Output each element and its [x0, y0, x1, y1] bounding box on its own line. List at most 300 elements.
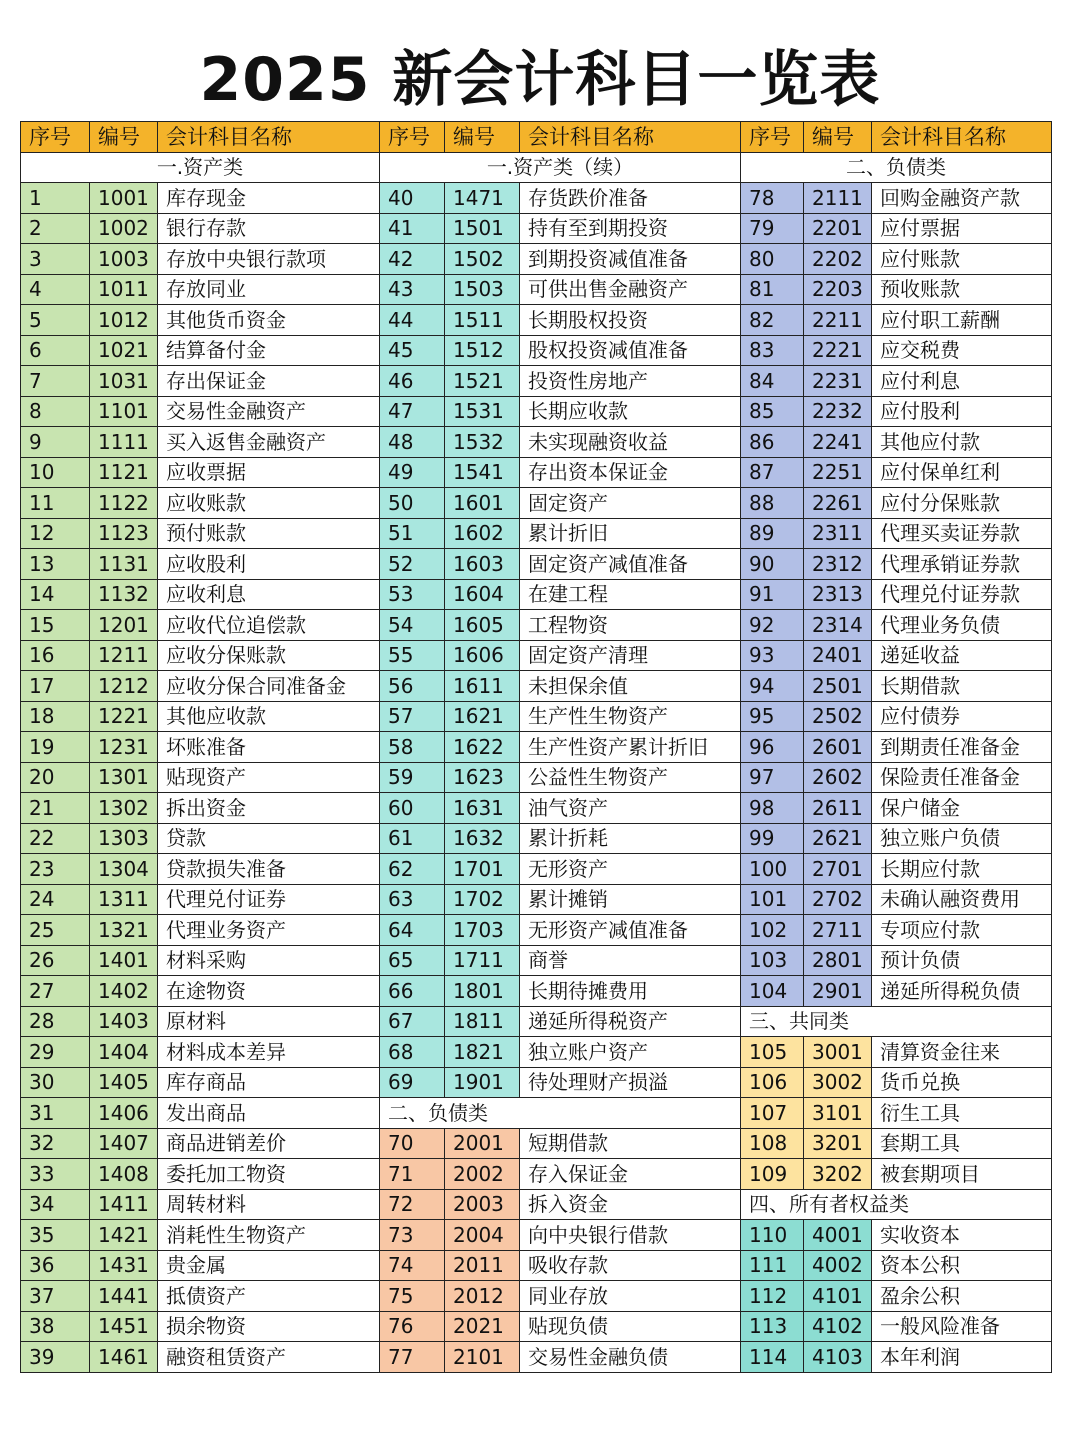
- row-code: 2101: [445, 1342, 520, 1373]
- row-code: 1441: [90, 1281, 158, 1312]
- row-name: 递延收益: [872, 640, 1052, 671]
- table-row: [21, 945, 1052, 976]
- row-seq: 86: [741, 427, 804, 458]
- row-name: 交易性金融负债: [520, 1342, 741, 1373]
- row-seq: 82: [741, 305, 804, 336]
- row-code: 2221: [804, 335, 872, 366]
- row-name: 贴现资产: [158, 762, 380, 793]
- row-name: 库存商品: [158, 1067, 380, 1098]
- row-seq: 32: [21, 1128, 90, 1159]
- row-seq: 59: [380, 762, 445, 793]
- row-code: 1021: [90, 335, 158, 366]
- row-code: 2313: [804, 579, 872, 610]
- row-name: 消耗性生物资产: [158, 1220, 380, 1251]
- table-row: [21, 1250, 1052, 1281]
- row-seq: 83: [741, 335, 804, 366]
- row-code: 1431: [90, 1250, 158, 1281]
- row-code: 2111: [804, 183, 872, 214]
- row-code: 1302: [90, 793, 158, 824]
- row-code: 2314: [804, 610, 872, 641]
- table-row: [21, 244, 1052, 275]
- row-name: 周转材料: [158, 1189, 380, 1220]
- table-row: [21, 457, 1052, 488]
- row-seq: 67: [380, 1006, 445, 1037]
- row-code: 1623: [445, 762, 520, 793]
- row-code: 3002: [804, 1067, 872, 1098]
- row-name: 应收股利: [158, 549, 380, 580]
- row-seq: 26: [21, 945, 90, 976]
- row-name: 库存现金: [158, 183, 380, 214]
- row-name: 代理买卖证券款: [872, 518, 1052, 549]
- row-code: 1605: [445, 610, 520, 641]
- row-code: 2012: [445, 1281, 520, 1312]
- row-name: 原材料: [158, 1006, 380, 1037]
- row-seq: 98: [741, 793, 804, 824]
- row-name: 本年利润: [872, 1342, 1052, 1373]
- row-name: 其他应收款: [158, 701, 380, 732]
- row-name: 衍生工具: [872, 1098, 1052, 1129]
- row-name: 待处理财产损溢: [520, 1067, 741, 1098]
- row-name: 抵债资产: [158, 1281, 380, 1312]
- row-seq: 90: [741, 549, 804, 580]
- row-code: 2211: [804, 305, 872, 336]
- row-name: 专项应付款: [872, 915, 1052, 946]
- row-code: 1451: [90, 1311, 158, 1342]
- row-code: 1511: [445, 305, 520, 336]
- row-code: 1501: [445, 213, 520, 244]
- row-name: 实收资本: [872, 1220, 1052, 1251]
- row-code: 1401: [90, 945, 158, 976]
- row-seq: 40: [380, 183, 445, 214]
- row-code: 4103: [804, 1342, 872, 1373]
- row-seq: 52: [380, 549, 445, 580]
- row-seq: 70: [380, 1128, 445, 1159]
- header-code: 编号: [445, 122, 520, 153]
- row-seq: 35: [21, 1220, 90, 1251]
- row-name: 吸收存款: [520, 1250, 741, 1281]
- row-seq: 99: [741, 823, 804, 854]
- row-name: 累计折旧: [520, 518, 741, 549]
- row-name: 长期应收款: [520, 396, 741, 427]
- row-code: 1421: [90, 1220, 158, 1251]
- row-name: 未确认融资费用: [872, 884, 1052, 915]
- row-seq: 37: [21, 1281, 90, 1312]
- row-name: 拆入资金: [520, 1189, 741, 1220]
- table-row: [21, 1281, 1052, 1312]
- row-code: 1702: [445, 884, 520, 915]
- row-code: 2002: [445, 1159, 520, 1190]
- row-name: 股权投资减值准备: [520, 335, 741, 366]
- row-seq: 114: [741, 1342, 804, 1373]
- row-code: 1711: [445, 945, 520, 976]
- row-name: 拆出资金: [158, 793, 380, 824]
- row-seq: 102: [741, 915, 804, 946]
- row-name: 发出商品: [158, 1098, 380, 1129]
- section-heading: 四、所有者权益类: [741, 1189, 1052, 1220]
- row-code: 1901: [445, 1067, 520, 1098]
- row-code: 3001: [804, 1037, 872, 1068]
- row-seq: 100: [741, 854, 804, 885]
- row-code: 1303: [90, 823, 158, 854]
- row-name: 贷款损失准备: [158, 854, 380, 885]
- row-name: 公益性生物资产: [520, 762, 741, 793]
- row-seq: 51: [380, 518, 445, 549]
- row-code: 1411: [90, 1189, 158, 1220]
- row-seq: 48: [380, 427, 445, 458]
- row-code: 1231: [90, 732, 158, 763]
- row-seq: 62: [380, 854, 445, 885]
- row-code: 1405: [90, 1067, 158, 1098]
- table-row: [21, 427, 1052, 458]
- row-code: 1512: [445, 335, 520, 366]
- row-seq: 27: [21, 976, 90, 1007]
- row-code: 2611: [804, 793, 872, 824]
- row-name: 材料成本差异: [158, 1037, 380, 1068]
- row-seq: 69: [380, 1067, 445, 1098]
- row-code: 1211: [90, 640, 158, 671]
- row-seq: 97: [741, 762, 804, 793]
- row-seq: 46: [380, 366, 445, 397]
- row-seq: 108: [741, 1128, 804, 1159]
- row-seq: 8: [21, 396, 90, 427]
- row-code: 1122: [90, 488, 158, 519]
- header-name: 会计科目名称: [520, 122, 741, 153]
- table-row: [21, 1098, 1052, 1129]
- row-code: 1701: [445, 854, 520, 885]
- row-name: 坏账准备: [158, 732, 380, 763]
- row-seq: 112: [741, 1281, 804, 1312]
- table-row: [21, 305, 1052, 336]
- table-row: [21, 579, 1052, 610]
- row-name: 累计摊销: [520, 884, 741, 915]
- row-code: 1471: [445, 183, 520, 214]
- table-row: [21, 671, 1052, 702]
- row-code: 1123: [90, 518, 158, 549]
- row-name: 递延所得税资产: [520, 1006, 741, 1037]
- row-code: 1201: [90, 610, 158, 641]
- row-name: 清算资金往来: [872, 1037, 1052, 1068]
- row-seq: 2: [21, 213, 90, 244]
- row-seq: 19: [21, 732, 90, 763]
- table-row: [21, 732, 1052, 763]
- table-row: [21, 1220, 1052, 1251]
- row-name: 存入保证金: [520, 1159, 741, 1190]
- row-seq: 30: [21, 1067, 90, 1098]
- table-row: [21, 1342, 1052, 1373]
- row-code: 2401: [804, 640, 872, 671]
- row-code: 3201: [804, 1128, 872, 1159]
- row-seq: 53: [380, 579, 445, 610]
- row-seq: 68: [380, 1037, 445, 1068]
- row-code: 2261: [804, 488, 872, 519]
- row-name: 其他应付款: [872, 427, 1052, 458]
- row-name: 融资租赁资产: [158, 1342, 380, 1373]
- row-seq: 22: [21, 823, 90, 854]
- row-name: 到期责任准备金: [872, 732, 1052, 763]
- row-name: 代理业务资产: [158, 915, 380, 946]
- row-code: 1604: [445, 579, 520, 610]
- row-code: 1461: [90, 1342, 158, 1373]
- row-code: 1801: [445, 976, 520, 1007]
- row-name: 回购金融资产款: [872, 183, 1052, 214]
- row-name: 应收代位追偿款: [158, 610, 380, 641]
- table-row: [21, 152, 1052, 183]
- row-name: 商品进销差价: [158, 1128, 380, 1159]
- row-name: 应付票据: [872, 213, 1052, 244]
- table-row: [21, 884, 1052, 915]
- row-name: 到期投资减值准备: [520, 244, 741, 275]
- table-row: [21, 183, 1052, 214]
- row-seq: 71: [380, 1159, 445, 1190]
- row-name: 固定资产: [520, 488, 741, 519]
- row-code: 1632: [445, 823, 520, 854]
- row-seq: 92: [741, 610, 804, 641]
- row-name: 应收账款: [158, 488, 380, 519]
- row-code: 2241: [804, 427, 872, 458]
- row-code: 1603: [445, 549, 520, 580]
- row-seq: 74: [380, 1250, 445, 1281]
- row-name: 累计折耗: [520, 823, 741, 854]
- row-name: 代理兑付证券: [158, 884, 380, 915]
- row-code: 4002: [804, 1250, 872, 1281]
- row-seq: 72: [380, 1189, 445, 1220]
- row-code: 1121: [90, 457, 158, 488]
- row-code: 1521: [445, 366, 520, 397]
- row-seq: 103: [741, 945, 804, 976]
- row-seq: 36: [21, 1250, 90, 1281]
- row-name: 保险责任准备金: [872, 762, 1052, 793]
- row-code: 1621: [445, 701, 520, 732]
- row-name: 未实现融资收益: [520, 427, 741, 458]
- row-name: 应收利息: [158, 579, 380, 610]
- table-row: [21, 915, 1052, 946]
- row-seq: 107: [741, 1098, 804, 1129]
- table-row: [21, 854, 1052, 885]
- table-row: [21, 213, 1052, 244]
- table-row: [21, 823, 1052, 854]
- table-row: [21, 1037, 1052, 1068]
- row-seq: 64: [380, 915, 445, 946]
- row-name: 商誉: [520, 945, 741, 976]
- table-row: [21, 488, 1052, 519]
- row-code: 2711: [804, 915, 872, 946]
- header-seq: 序号: [380, 122, 445, 153]
- row-seq: 66: [380, 976, 445, 1007]
- row-code: 1622: [445, 732, 520, 763]
- row-seq: 6: [21, 335, 90, 366]
- row-code: 2702: [804, 884, 872, 915]
- row-name: 同业存放: [520, 1281, 741, 1312]
- row-seq: 88: [741, 488, 804, 519]
- row-code: 3101: [804, 1098, 872, 1129]
- row-code: 2621: [804, 823, 872, 854]
- row-seq: 61: [380, 823, 445, 854]
- section-heading: 三、共同类: [741, 1006, 1052, 1037]
- table-row: [21, 518, 1052, 549]
- row-name: 固定资产清理: [520, 640, 741, 671]
- row-name: 投资性房地产: [520, 366, 741, 397]
- row-code: 2231: [804, 366, 872, 397]
- row-name: 固定资产减值准备: [520, 549, 741, 580]
- section-heading: 一.资产类（续）: [380, 152, 741, 183]
- row-seq: 7: [21, 366, 90, 397]
- row-name: 工程物资: [520, 610, 741, 641]
- row-name: 结算备付金: [158, 335, 380, 366]
- row-seq: 50: [380, 488, 445, 519]
- table-row: [21, 396, 1052, 427]
- row-code: 1406: [90, 1098, 158, 1129]
- row-name: 应付账款: [872, 244, 1052, 275]
- table-row: [21, 793, 1052, 824]
- row-name: 存出保证金: [158, 366, 380, 397]
- header-name: 会计科目名称: [872, 122, 1052, 153]
- row-code: 2011: [445, 1250, 520, 1281]
- header-code: 编号: [90, 122, 158, 153]
- row-name: 独立账户资产: [520, 1037, 741, 1068]
- row-name: 无形资产: [520, 854, 741, 885]
- row-seq: 31: [21, 1098, 90, 1129]
- row-seq: 95: [741, 701, 804, 732]
- row-seq: 57: [380, 701, 445, 732]
- header-name: 会计科目名称: [158, 122, 380, 153]
- row-seq: 106: [741, 1067, 804, 1098]
- row-name: 应付职工薪酬: [872, 305, 1052, 336]
- row-name: 持有至到期投资: [520, 213, 741, 244]
- row-seq: 44: [380, 305, 445, 336]
- row-name: 存放中央银行款项: [158, 244, 380, 275]
- row-code: 2232: [804, 396, 872, 427]
- row-name: 生产性生物资产: [520, 701, 741, 732]
- row-seq: 78: [741, 183, 804, 214]
- row-seq: 1: [21, 183, 90, 214]
- table-row: [21, 366, 1052, 397]
- row-code: 1407: [90, 1128, 158, 1159]
- row-name: 代理兑付证券款: [872, 579, 1052, 610]
- row-code: 1311: [90, 884, 158, 915]
- row-code: 2901: [804, 976, 872, 1007]
- section-heading: 二、负债类: [741, 152, 1052, 183]
- row-name: 应付分保账款: [872, 488, 1052, 519]
- row-name: 存出资本保证金: [520, 457, 741, 488]
- row-seq: 25: [21, 915, 90, 946]
- row-seq: 87: [741, 457, 804, 488]
- row-name: 存放同业: [158, 274, 380, 305]
- row-name: 代理承销证券款: [872, 549, 1052, 580]
- row-code: 2602: [804, 762, 872, 793]
- row-code: 1811: [445, 1006, 520, 1037]
- row-name: 应收分保合同准备金: [158, 671, 380, 702]
- row-name: 油气资产: [520, 793, 741, 824]
- row-code: 1301: [90, 762, 158, 793]
- row-name: 预计负债: [872, 945, 1052, 976]
- row-seq: 55: [380, 640, 445, 671]
- account-table: [20, 121, 1052, 1373]
- row-seq: 109: [741, 1159, 804, 1190]
- row-seq: 47: [380, 396, 445, 427]
- row-code: 2251: [804, 457, 872, 488]
- row-seq: 15: [21, 610, 90, 641]
- row-seq: 111: [741, 1250, 804, 1281]
- table-row: [21, 1159, 1052, 1190]
- row-name: 贴现负债: [520, 1311, 741, 1342]
- row-code: 1011: [90, 274, 158, 305]
- table-row: [21, 1311, 1052, 1342]
- row-seq: 104: [741, 976, 804, 1007]
- row-code: 1111: [90, 427, 158, 458]
- header-row: [21, 122, 1052, 153]
- header-seq: 序号: [21, 122, 90, 153]
- row-name: 被套期项目: [872, 1159, 1052, 1190]
- row-seq: 60: [380, 793, 445, 824]
- row-name: 长期借款: [872, 671, 1052, 702]
- row-code: 2004: [445, 1220, 520, 1251]
- row-seq: 38: [21, 1311, 90, 1342]
- row-code: 1321: [90, 915, 158, 946]
- row-seq: 76: [380, 1311, 445, 1342]
- row-seq: 21: [21, 793, 90, 824]
- row-name: 材料采购: [158, 945, 380, 976]
- row-code: 2312: [804, 549, 872, 580]
- table-row: [21, 335, 1052, 366]
- row-name: 应付债券: [872, 701, 1052, 732]
- row-name: 递延所得税负债: [872, 976, 1052, 1007]
- row-seq: 43: [380, 274, 445, 305]
- row-name: 损余物资: [158, 1311, 380, 1342]
- row-seq: 9: [21, 427, 90, 458]
- row-seq: 41: [380, 213, 445, 244]
- row-code: 3202: [804, 1159, 872, 1190]
- row-name: 长期待摊费用: [520, 976, 741, 1007]
- row-seq: 24: [21, 884, 90, 915]
- row-name: 货币兑换: [872, 1067, 1052, 1098]
- row-code: 1002: [90, 213, 158, 244]
- row-code: 1003: [90, 244, 158, 275]
- page-title: 2025 新会计科目一览表: [199, 45, 881, 115]
- table-row: [21, 701, 1052, 732]
- row-seq: 75: [380, 1281, 445, 1312]
- row-seq: 105: [741, 1037, 804, 1068]
- row-code: 1502: [445, 244, 520, 275]
- row-code: 1403: [90, 1006, 158, 1037]
- row-code: 2203: [804, 274, 872, 305]
- row-code: 1631: [445, 793, 520, 824]
- row-code: 1602: [445, 518, 520, 549]
- row-name: 长期应付款: [872, 854, 1052, 885]
- row-name: 买入返售金融资产: [158, 427, 380, 458]
- row-seq: 89: [741, 518, 804, 549]
- row-seq: 23: [21, 854, 90, 885]
- row-code: 2202: [804, 244, 872, 275]
- header-code: 编号: [804, 122, 872, 153]
- row-seq: 113: [741, 1311, 804, 1342]
- row-seq: 42: [380, 244, 445, 275]
- row-name: 应交税费: [872, 335, 1052, 366]
- row-name: 向中央银行借款: [520, 1220, 741, 1251]
- row-code: 1531: [445, 396, 520, 427]
- row-code: 4102: [804, 1311, 872, 1342]
- row-code: 1221: [90, 701, 158, 732]
- row-seq: 45: [380, 335, 445, 366]
- row-name: 应付保单红利: [872, 457, 1052, 488]
- row-code: 1601: [445, 488, 520, 519]
- table-row: [21, 762, 1052, 793]
- row-code: 2201: [804, 213, 872, 244]
- row-seq: 14: [21, 579, 90, 610]
- row-seq: 33: [21, 1159, 90, 1190]
- row-name: 其他货币资金: [158, 305, 380, 336]
- row-code: 1131: [90, 549, 158, 580]
- row-code: 1304: [90, 854, 158, 885]
